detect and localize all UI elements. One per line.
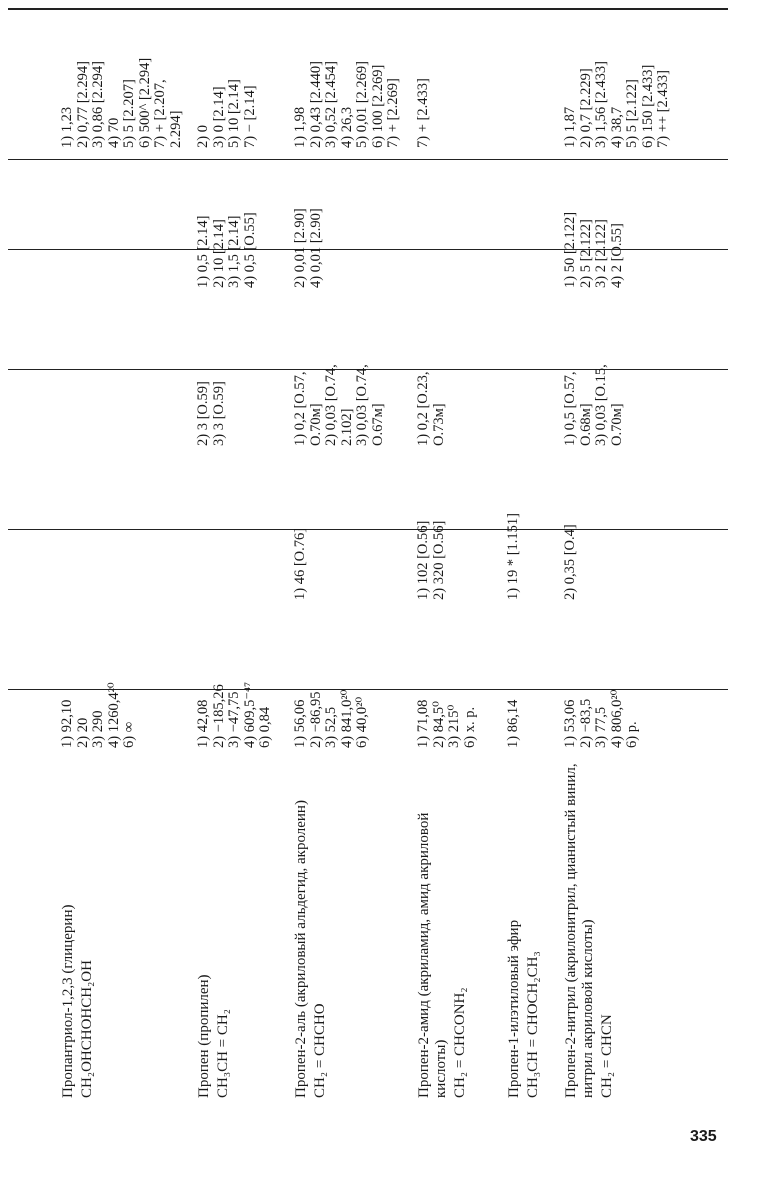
c5-1 (196, 79, 258, 148)
prop-line: 6) ∞ (121, 721, 137, 748)
props-4 (506, 700, 522, 748)
c3-line: 1) 0,2 [O.57, (292, 371, 308, 446)
c4-line: 2) 5 [2.122] (577, 219, 594, 288)
row-name-4 (506, 753, 542, 1098)
c5-0 (60, 58, 184, 148)
c5-line: 3) 0,86 [2.294] (90, 61, 106, 148)
c3-line: 2.102] (338, 408, 355, 446)
c5-line: 2) 0 (195, 125, 211, 148)
compound-name: Пропен (пропилен) (196, 974, 212, 1098)
prop-line: 6) х. р. (461, 706, 478, 748)
compound-formula: CH₂OHCHOHCH₂OH (79, 960, 95, 1098)
c3-line: O.68м] (577, 403, 594, 446)
c3-line: 3) 0,03 [O.15, (593, 364, 609, 446)
prop-line: 1) 86,14 (505, 699, 521, 748)
compound-name: Пропен-2-нитрил (акрилонитрил, цианистый винил, нитрил акриловой кислоты) (563, 763, 596, 1098)
c5-line: 6) 100 [2.269] (369, 64, 386, 148)
c3-5 (563, 364, 625, 446)
compound-name: Пропен-2-амид (акриламид, амид акриловой кислоты) (416, 812, 449, 1098)
props-3 (416, 700, 478, 748)
compound-name: Пропен-1-илэтиловый эфир (506, 919, 522, 1098)
prop-line: 3) 52,5 (323, 706, 339, 748)
c5-line: 7) + [2.269] (385, 78, 401, 148)
c2-4 (506, 513, 522, 600)
c5-line: 4) 38,7 (608, 106, 625, 148)
c5-line: 6) 500^ [2.294] (136, 57, 153, 148)
column-divider (8, 529, 728, 530)
c3-line: 2) 3 [O.59] (195, 381, 211, 446)
prop-line: 3) 215⁰ (446, 704, 462, 748)
c5-5 (563, 61, 672, 148)
c5-line: 1) 1,87 (562, 106, 578, 148)
c5-3 (416, 78, 432, 148)
table-right-border (8, 9, 728, 11)
prop-line: 1) 53,06 (562, 699, 578, 748)
c2-3 (416, 521, 447, 600)
compound-formula: CH₃CH = CH₂ (215, 1009, 231, 1098)
props-5 (563, 690, 641, 749)
c4-1 (196, 212, 258, 288)
row-name-2 (293, 753, 329, 1098)
c5-line: 3) 0,52 [2.454] (323, 61, 339, 148)
compound-formula: CH₂ = CHCN (599, 1014, 615, 1098)
c4-line: 4) 0,01 [2.90] (307, 208, 324, 288)
c5-line: 7) + [2.433] (415, 78, 431, 148)
c3-line: O.73м] (430, 403, 447, 446)
page-number: 335 (690, 1128, 717, 1145)
c2-line: 1) 102 [O.56] (415, 520, 431, 600)
c5-line: 5) 5 [2.207] (121, 79, 137, 148)
c5-line: 2) 0,77 [2.294] (74, 61, 91, 148)
c2-2 (293, 528, 309, 600)
c4-line: 2) 0,01 [2.90] (292, 208, 308, 288)
prop-line: 2) 20 (74, 717, 91, 748)
c4-line: 3) 2 [2.122] (593, 219, 609, 288)
prop-line: 1) 71,08 (415, 699, 431, 748)
c5-2 (293, 61, 402, 148)
c3-line: O.67м] (369, 403, 386, 446)
c2-line: 1) 46 [O.76] (292, 527, 308, 600)
compound-name: Пропантриол-1,2,3 (глицерин) (60, 904, 76, 1098)
row-name-0 (60, 753, 96, 1098)
c3-2 (293, 364, 386, 446)
prop-line: 4) 806,0²⁰ (608, 689, 625, 748)
c5-line: 7) − [2.14] (241, 85, 258, 148)
c5-line: 1) 1,23 (59, 106, 75, 148)
c5-line: 2.294] (167, 110, 184, 148)
c5-line: 5) 0,01 [2.269] (354, 61, 370, 148)
row-name-1 (196, 753, 232, 1098)
c3-line: O.70м] (608, 403, 625, 446)
c5-line: 6) 150 [2.433] (639, 64, 656, 148)
c5-line: 4) 70 (105, 117, 122, 148)
c5-line: 5) 10 [2.14] (226, 79, 242, 148)
c4-line: 3) 1,5 [2.14] (226, 215, 242, 288)
c3-line: 2) 0,03 [O.74, (323, 364, 339, 446)
c4-2 (293, 208, 324, 288)
c4-line: 4) 0,5 [O.55] (241, 212, 258, 288)
c2-line: 2) 320 [O.56] (430, 520, 447, 600)
c5-line: 2) 0,43 [2.440] (307, 61, 324, 148)
prop-line: 4) 841,0²⁰ (338, 689, 355, 748)
c3-line: 3) 3 [O.59] (210, 381, 227, 446)
c5-line: 2) 0,7 [2.229] (577, 68, 594, 148)
c4-line: 4) 2 [O.55] (608, 223, 625, 288)
row-name-5 (563, 753, 616, 1098)
c5-line: 3) 0 [2.14] (210, 86, 227, 148)
prop-line: 3) −47,75 (226, 691, 242, 748)
prop-line: 4) 609,5⁻⁴⁷ (241, 681, 258, 748)
c3-line: 1) 0,5 [O.57, (562, 371, 578, 446)
prop-line: 1) 42,08 (195, 699, 211, 748)
compound-formula: CH₂ = CHCHO (312, 1003, 328, 1098)
prop-line: 2) −83,5 (577, 698, 594, 748)
c4-5 (563, 212, 625, 288)
c3-line: 3) 0,03 [O.74, (354, 364, 370, 446)
c3-line: 1) 0,2 [O.23, (415, 371, 431, 446)
c4-line: 2) 10 [2.14] (210, 219, 227, 288)
prop-line: 6) р. (624, 721, 640, 748)
c5-line: 7) ++ [2.433] (655, 70, 671, 148)
prop-line: 1) 56,06 (292, 699, 308, 748)
c5-line: 7) + [2.207, (152, 79, 168, 148)
prop-line: 2) 84,5⁰ (430, 701, 447, 748)
prop-line: 2) −185,26 (210, 684, 227, 748)
rotated-table (8, 0, 728, 1120)
prop-line: 2) −86,95 (307, 691, 324, 748)
compound-formula: CH₃CH = CHOCH₂CH₃ (525, 951, 541, 1098)
c3-1 (196, 381, 227, 446)
c3-3 (416, 371, 447, 446)
compound-name: Пропен-2-аль (акриловый альдегид, акролеин) (293, 800, 309, 1098)
prop-line: 4) 1260,4²⁰ (105, 682, 122, 748)
prop-line: 3) 290 (90, 710, 106, 748)
c5-line: 3) 1,56 [2.433] (593, 61, 609, 148)
c4-line: 1) 50 [2.122] (562, 211, 578, 288)
column-divider (8, 159, 728, 160)
c2-line: 2) 0,35 [O.4] (562, 524, 578, 600)
compound-formula: CH₂ = CHCONH₂ (452, 987, 468, 1098)
c5-line: 1) 1,98 (292, 106, 308, 148)
props-2 (293, 690, 371, 749)
c5-line: 5) 5 [2.122] (624, 79, 640, 148)
prop-line: 6) 0,84 (257, 706, 273, 748)
c2-line: 1) 19 * [1.151] (505, 513, 521, 600)
c5-line: 4) 26,3 (338, 106, 355, 148)
props-0 (60, 682, 138, 748)
row-name-3 (416, 753, 469, 1098)
prop-line: 6) 40,0²⁰ (354, 696, 370, 748)
prop-line: 3) 77,5 (593, 706, 609, 748)
c2-5 (563, 524, 579, 600)
prop-line: 1) 92,10 (59, 699, 75, 748)
props-1 (196, 682, 274, 748)
c4-line: 1) 0,5 [2.14] (195, 215, 211, 288)
c3-line: O.70м] (307, 403, 324, 446)
